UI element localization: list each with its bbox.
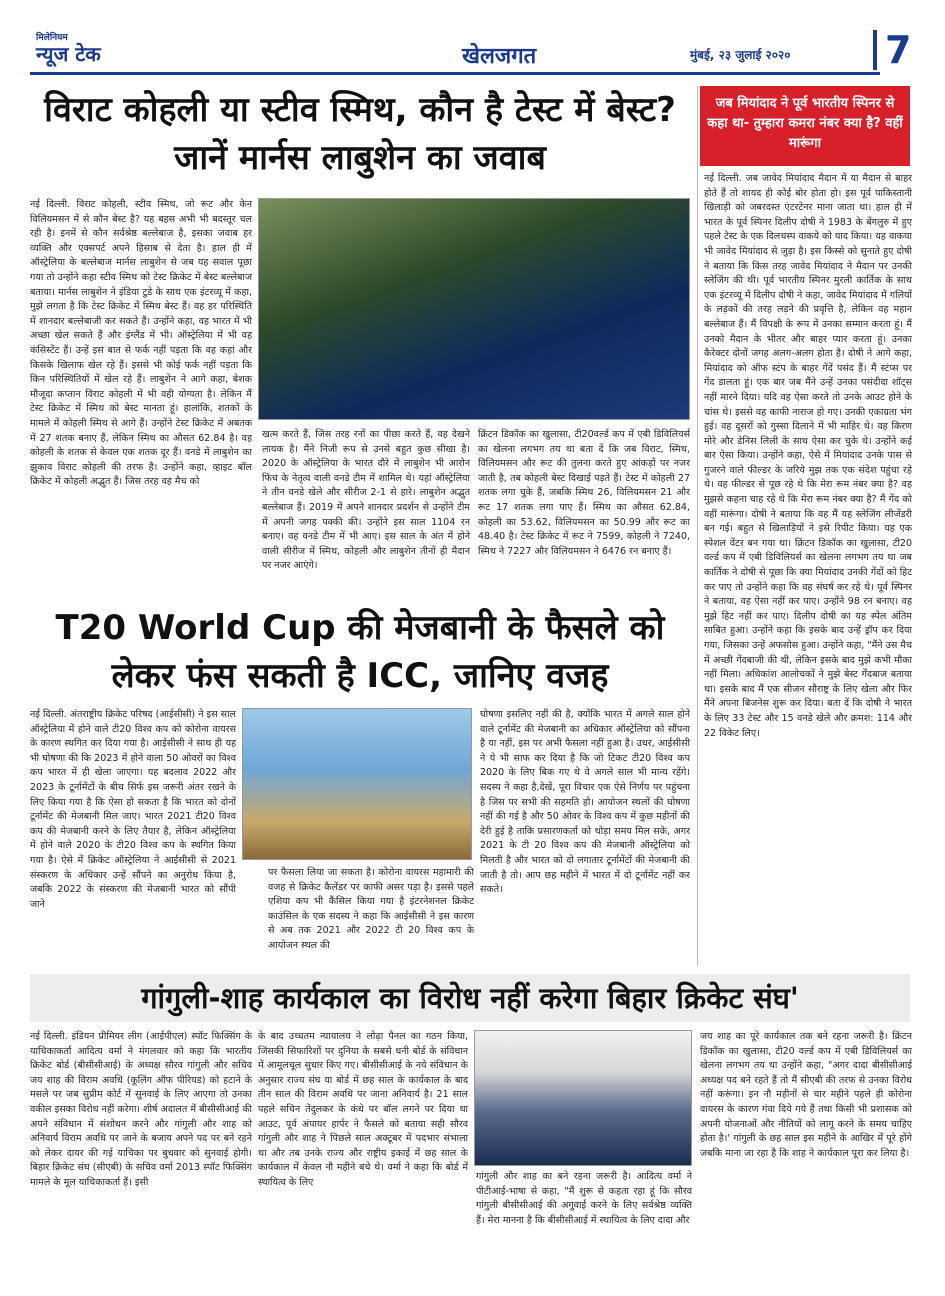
story3-column-3: जय शाह का पूरे कार्यकाल तक बने रहना जरूरी है। क्रिंटन डिकॉक का खुलासा, टी20 वर्ल्ड कप में एबी डिविलियर्स का खेलना लगभग तय था उन्होंने कहा, "अगर दादा बीसीसीआई अध्यक्ष पद बने रहते हैं तो मैं सीएबी की तरफ से उनका विरोध नहीं करूंगा। इन नौ महीनों से चार महीने पहले ही कोरोना वायरस के कारण गंवा दिये गये हैं तथा किसी भी प्रशासक को अपनी योजनाओं और नीतियों को लागू करने के समय चाहिए होता है।' गांगुली के छह साल इस महीने के आखिर में पूरे होंगे जबकि माना जा रहा है कि शाह ने कार्यकाल पूरा कर लिया है। bbox=[700, 1031, 912, 1159]
story3-column-mid: गांगुली और शाह का बने रहना जरूरी है। आदित्य वर्मा ने पीटीआई-भाषा से कहा, "मैं शुरू से कहता रहा हूं कि सौरव गांगुली बीसीसीआई की अगुवाई करने के लिए सर्वश्रेष्ठ व्यक्ति हैं। मेरा मानना है कि बीसीसीआई में स्थायित्व के लिए दादा और bbox=[476, 1171, 692, 1226]
story1-photo bbox=[258, 198, 690, 420]
story2-column-3: घोषणा इसलिए नहीं की है, क्योंकि भारत में अगले साल होने वाले टूर्नामेंट की मेजबानी का अधिकार ऑस्ट्रेलिया को सौंपना है या नहीं, इस पर अभी फैसला नहीं हुआ है। उधर, आईसीसी ने ये भी साफ कर दिया है कि जो टिकट टी20 विश्व कप 2020 के लिए बिक गए थे वे अगले साल भी मान्य रहेंगे। सदस्य ने कहा है,देखें, पूरा विचार एक ऐसे निर्णय पर पहुंचना है जिस पर सभी की सहमति हो। आयोजन स्थलों की घोषणा नहीं की गई है और 50 ओवर के विश्व कप में कुछ महीनों की देरी हुई है ताकि प्रसारणकर्ता को थोड़ा समय मिल सके, अगर 2021 के टी 20 विश्व कप की मेजबानी ऑस्ट्रेलिया को मिलती है और भारत को दो लगातार टूर्नामेंटों की मेजबानी की जाती है तो। आप छह महीने में भारत में दो टूर्नामेंट नहीं कर सकते। bbox=[480, 709, 690, 896]
dateline: मुंबई, २३ जुलाई २०२० bbox=[690, 48, 791, 62]
story2-column-2: पर फैसला लिया जा सकता है। कोरोना वायरस महामारी की वजह से क्रिकेट कैलेंडर पर काफी असर पड़ा है। इससे पहले एशिया कप भी कैंसिल किया गया है इंटरनेशनल क्रिकेट काउंसिल के एक सदस्य ने कहा कि आईसीसी ने इस कारण से अब तक 2021 और 2022 टी 20 विश्व कप के आयोजन स्थल की bbox=[268, 867, 474, 951]
story2-headline: T20 World Cup की मेजबानी के फैसले को लेकर फंस सकती है ICC, जानिए वजह bbox=[55, 608, 665, 696]
brand-tagline: मिलेनियम bbox=[36, 33, 68, 43]
masthead-rule bbox=[30, 72, 880, 75]
story3-column-2: के बाद उच्चतम न्यायालय ने लोढ़ा पैनल का गठन किया, जिसकी सिफारिशों पर दुनिया के सबसे धनी बोर्ड के संविधान में आमूलचूल सुधार किए गए। बीसीसीआई के नये संविधान के अनुसार राज्य संघ या बोर्ड में छह साल के कार्यकाल के बाद तीन साल की विराम अवधि पर जाना अनिवार्य है। 21 साल पहले सचिन तेंदुलकर के कंधे पर बॉल लगने पर दिया था आउट, पूर्व अंपायर हार्पर ने फैसले को बताया सही सौरव गांगुली और शाह ने पिछले साल अक्टूबर में पदभार संभाला था और तब उनके राज्य और राष्ट्रीय इकाई में छह साल के कार्यकाल में केवल नौ महीने बचे थे। वर्मा ने कहा कि बोर्ड में स्थायित्व के लिए bbox=[258, 1031, 468, 1188]
masthead bbox=[0, 0, 945, 78]
story3-headline: गांगुली-शाह कार्यकाल का विरोध नहीं करेगा बिहार क्रिकेट संघ' bbox=[30, 974, 910, 1022]
section-title: खेलजगत bbox=[462, 44, 537, 69]
sidebar-headline: जब मियांदाद ने पूर्व भारतीय स्पिनर से कहा था- तुम्हारा कमरा नंबर क्या है? वहीं मारूंगा bbox=[700, 86, 910, 166]
story1-column-2: खत्म करते हैं, जिस तरह रनों का पीछा करते हैं, वह देखने लायक है। मैंने निजी रूप से उनसे बहुत कुछ सीखा है। 2020 के ऑस्ट्रेलिया के भारत दौरे में लाबुशेन भी आरोन फिंच के नेतृत्व वाली वनडे टीम में शामिल थे। यहां ऑस्ट्रेलिया ने तीन वनडे खेले और सीरीज 2-1 से हारे। लाबुशेन अद्भुत बल्लेबाज हैं। 2019 में अपने शानदार प्रदर्शन से उन्होंने टीम में अपनी जगह पक्की की। उन्होंने इस साल 1104 रन बनाए। वह वनडे टीम में भी आए। इस साल के अंत में होने वाली सीरीज में स्मिथ, कोहली और लाबुशेन तीनों ही मैदान पर नजर आएंगे। bbox=[262, 429, 470, 572]
page-number: 7 bbox=[873, 30, 911, 70]
story1-headline: विराट कोहली या स्टीव स्मिथ, कौन है टेस्ट में बेस्ट? जानें मार्नस लाबुशेन का जवाब bbox=[44, 90, 676, 178]
sidebar-divider bbox=[697, 86, 698, 966]
brand-name: न्यूज टेक bbox=[36, 42, 101, 66]
story1-column-3: क्रिंटन डिकॉक का खुलासा, टी20वर्ल्ड कप में एबी डिविलियर्स का खेलना लगभग तय था बता दें कि जब विराट, स्मिथ, विलियमसन और रूट की तुलना करते हुए आंकड़ों पर नजर जाती है, तब कोहली बेस्ट दिखाई पड़ते हैं। टेस्ट में कोहली 27 शतक लगा चुके हैं, जबकि स्मिथ 26, विलियमसन 21 और रूट 17 शतक लगा पाए हैं। स्मिथ का औसत 62.84, कोहली का 53.62, विलियमसन का 50.99 और रूट का 48.40 है। टेस्ट क्रिकेट में रूट ने 7599, कोहली ने 7240, स्मिथ ने 7227 और विलियमसन ने 6476 रन बनाए हैं। bbox=[478, 429, 690, 557]
sidebar-body: नई दिल्ली. जब जावेद मियांदाद मैदान में या मैदान से बाहर होते हैं तो शायद ही कोई बोर होता हो। इस पूर्व पाकिस्तानी खिलाड़ी को जबरदस्त एंटरटेनर माना जाता था। हाल ही में भारत के पूर्व स्पिनर दिलीप दोषी ने 1983 के बेंगलुरु में हुए पहले टेस्ट के एक दिलचस्प वाकये को याद किया। यह वाकया भी जावेद मियांदाद से जुड़ा है। इस किस्से को सुनाते हुए दोषी ने बताया कि किस तरह जावेद मियांदाद ने मैदान पर उनकी स्लेजिंग की थी। पूर्व भारतीय स्पिनर मुरली कार्तिक के साथ एक इंटरव्यू में दिलीप दोषी ने कहा, जावेद मियांदाद में गलियों के लड़कों की तरह लड़ने की प्रवृत्ति है, लेकिन वह महान बल्लेबाज हैं। मैं विपक्षी के रूप में उनका सम्मान करता हूं। मैं उनको मैदान के भीतर और बाहर प्यार करता हूं। उनका कैरेक्टर दोनों जगह अलग-अलग होता है। दोषी ने आगे कहा, मियांदाद को ऑफ स्टंप के बाहर गेंदें पसंद हैं। मैं स्टंप्स पर गेंद डालता हूं। एक बार जब मैंने उन्हें उनका पसंदीदा शॉट्स नहीं मारने दिया। यदि वह ऐसा करते तो उनके आउट होने के चांस थे। इससे वह काफी नाराज हो गए। उनकी एकाग्रता भंग हुई। वह दूसरों को गुस्सा दिलाने में भी माहिर थे। वह किरण मोरे और डेनिस लिली के साथ ऐसा कर चुके थे। उन्होंने कई बार ऐसा किया। उन्होंने कहा, ऐसे में मियांदाद उनके पास से गुजरने वाले फील्डर के जरिये मुझ तक एक संदेश पहुंचा रहे थे। वह फील्डर से पूछ रहे थे कि मेरा रूम नंबर क्या है? वह मुझसे कहना चाह रहे थे कि मेरा रूम नंबर क्या है? मैं गेंद को वहीं मारूंगा। दोषी ने बताया कि वह मैं यह स्लेजिंग लीजेंडरी बन गई। बहुत से खिलाड़ियों ने इसे रिपीट किया। यह एक स्पेशल वेंटर बन गया था। क्रिंटन डिकॉक का खुलासा, टी20 वर्ल्ड कप में एबी डिविलियर्स का खेलना लगभग तय था जब कार्तिक ने दोषी से पूछा कि क्या मियांदाद उनकी गेंदों को हिट कर पाए तो उन्होंने कहा कि वह संघर्ष कर रहे थे। पूर्व स्पिनर ने बताया, वह ऐसा नहीं कर पाए। उन्होंने 98 रन बनाए। वह मुझे हिट नहीं कर पाए। दिलीप दोषी का यह स्पेल अंतिम साबित हुआ। उन्होंने कहा कि इसके बाद उन्हें ड्रॉप कर दिया गया, जिसका उन्हें अफसोस हुआ। उन्होंने कहा, "मैंने उस मैच में अच्छी गेंदबाजी की थी, लेकिन इसके बाद मुझे कभी मौका नहीं मिला। अधिकांश आलोचकों ने मुझे बेस्ट गेंदबाज बताया था। इसके बाद मैं एक सीजन सौराष्ट्र के लिए खेला और फिर मैंने अपना बिजनेस शुरू कर दिया। बता दें कि दोषी ने भारत के लिए 33 टेस्ट और 15 वनडे खेले और क्रमश: 114 और 22 विकेट लिए। bbox=[704, 173, 912, 739]
story2-column-1: नई दिल्ली. अंतराष्ट्रीय क्रिकेट परिषद (आईसीसी) ने इस साल ऑस्ट्रेलिया में होने वाले टी20 विश्व कप को कोरोना वायरस के कारण स्थगित कर दिया गया है। आईसीसी ने साथ ही यह भी घोषणा की कि 2023 में होने वाला 50 ओवरों का विश्व कप भारत में ही खेला जाएगा। यह बदलाव 2022 और 2023 के टूर्नामेंटों के बीच सिर्फ इस जरूरी अंतर रखने के लिए किया गया है कि ऐसा हो सकता है कि भारत को दोनों टूर्नामेंट की मेजबानी मिल जाए। भारत 2021 टी20 विश्व कप की मेजबानी करने के लिए तैयार है, लेकिन ऑस्ट्रेलिया में होने वाले 2020 के टी20 विश्व कप के स्थगित किया गया है। ऐसे में क्रिकेट ऑस्ट्रेलिया ने आईसीसी से 2021 संस्करण के अधिकार उन्हें सौंपने का अनुरोध किया है, जबकि 2022 के संस्करण की मेजबानी भारत को सौंपी जाने bbox=[30, 709, 236, 910]
story3-column-1: नई दिल्ली. इंडियन प्रीमियर लीग (आईपीएल) स्पॉट फिक्सिंग के याचिकाकर्ता आदित्य वर्मा ने मंगलवार को कहा कि भारतीय क्रिकेट बोर्ड (बीसीसीआई) के अध्यक्ष सौरव गांगुली और सचिव जय शाह की विराम अवधि (कूलिंग ऑफ पीरियड) को हटाने के मसले पर जब सुप्रीम कोर्ट में सुनवाई के लिए आएगा तो उनका वकील इसका विरोध नहीं करेगा। शीर्ष अदालत में बीसीसीआई की अपने संविधान में संशोधन करने और गांगुली और शाह को अनिवार्य विराम अवधि पर जाने के बजाय अपने पद पर बने रहने को लेकर दायर की गई याचिका पर बुधवार को सुनवाई होगी। बिहार क्रिकेट संघ (सीएबी) के सचिव वर्मा 2013 स्पॉट फिक्सिंग मामले के मूल याचिकाकर्ता हैं। इसी bbox=[30, 1031, 252, 1188]
story3-photo bbox=[474, 1030, 692, 1166]
story2-photo bbox=[242, 708, 472, 860]
story1-column-1: नई दिल्ली. विराट कोहली, स्टीव स्मिथ, जो रूट और केन विलियमसन में से कौन बेस्ट है? यह बहस अभी भी बदस्तूर चल रही है। इनमें से कौन सर्वश्रेष्ठ बल्लेबाज है, इसका जवाब हर व्यक्ति और एक्सपर्ट अपने हिसाब से देता है। हाल ही में ऑस्ट्रेलिया के बल्लेबाज मार्नस लाबुशेन से जब यह सवाल पूछा गया तो उन्होंने कहा स्टीव स्मिथ को टेस्ट क्रिकेट में बेस्ट बल्लेबाज बताया। मार्नस लाबुशेन ने इंडिया टुडे के साथ एक इंटरव्यू में कहा, मुझे लगता है कि टेस्ट क्रिकेट में स्मिथ बेस्ट हैं। वह हर परिस्थिति में शानदार बल्लेबाजी कर सकते हैं। उन्होंने कहा, वह भारत में भी अच्छा खेल सकते हैं और इंग्लैंड में भी। ऑस्ट्रेलिया में भी वह कंसिस्टेंट हैं। उन्हें इस बात से फर्क नहीं पड़ता कि वह कहां और किसके खिलाफ खेल रहे हैं। इससे भी कोई फर्क नहीं पड़ता कि किन परिस्थितियों में खेल रहे हैं। लाबुशेन ने आगे कहा, बेशक मौजूदा कप्तान विराट कोहली में भी वही योग्यता है। लेकिन मैं टेस्ट क्रिकेट में स्मिथ को बेस्ट मानता हूं। हालांकि, शतकों के मामले में कोहली स्मिथ से आगे हैं। उन्होंने टेस्ट क्रिकेट में अबतक में 27 शतक बनाए हैं, लेकिन स्मिथ का औसत 62.84 है। वह कोहली के शतक से केवल एक शतक दूर हैं। वनडे में लाबुशेन का झुकाव विराट कोहली की तरफ है। उन्होंने कहा, व्हाइट बॉल क्रिकेट में कोहली अद्भुत हैं। जिस तरह वह मैच को bbox=[30, 199, 252, 488]
